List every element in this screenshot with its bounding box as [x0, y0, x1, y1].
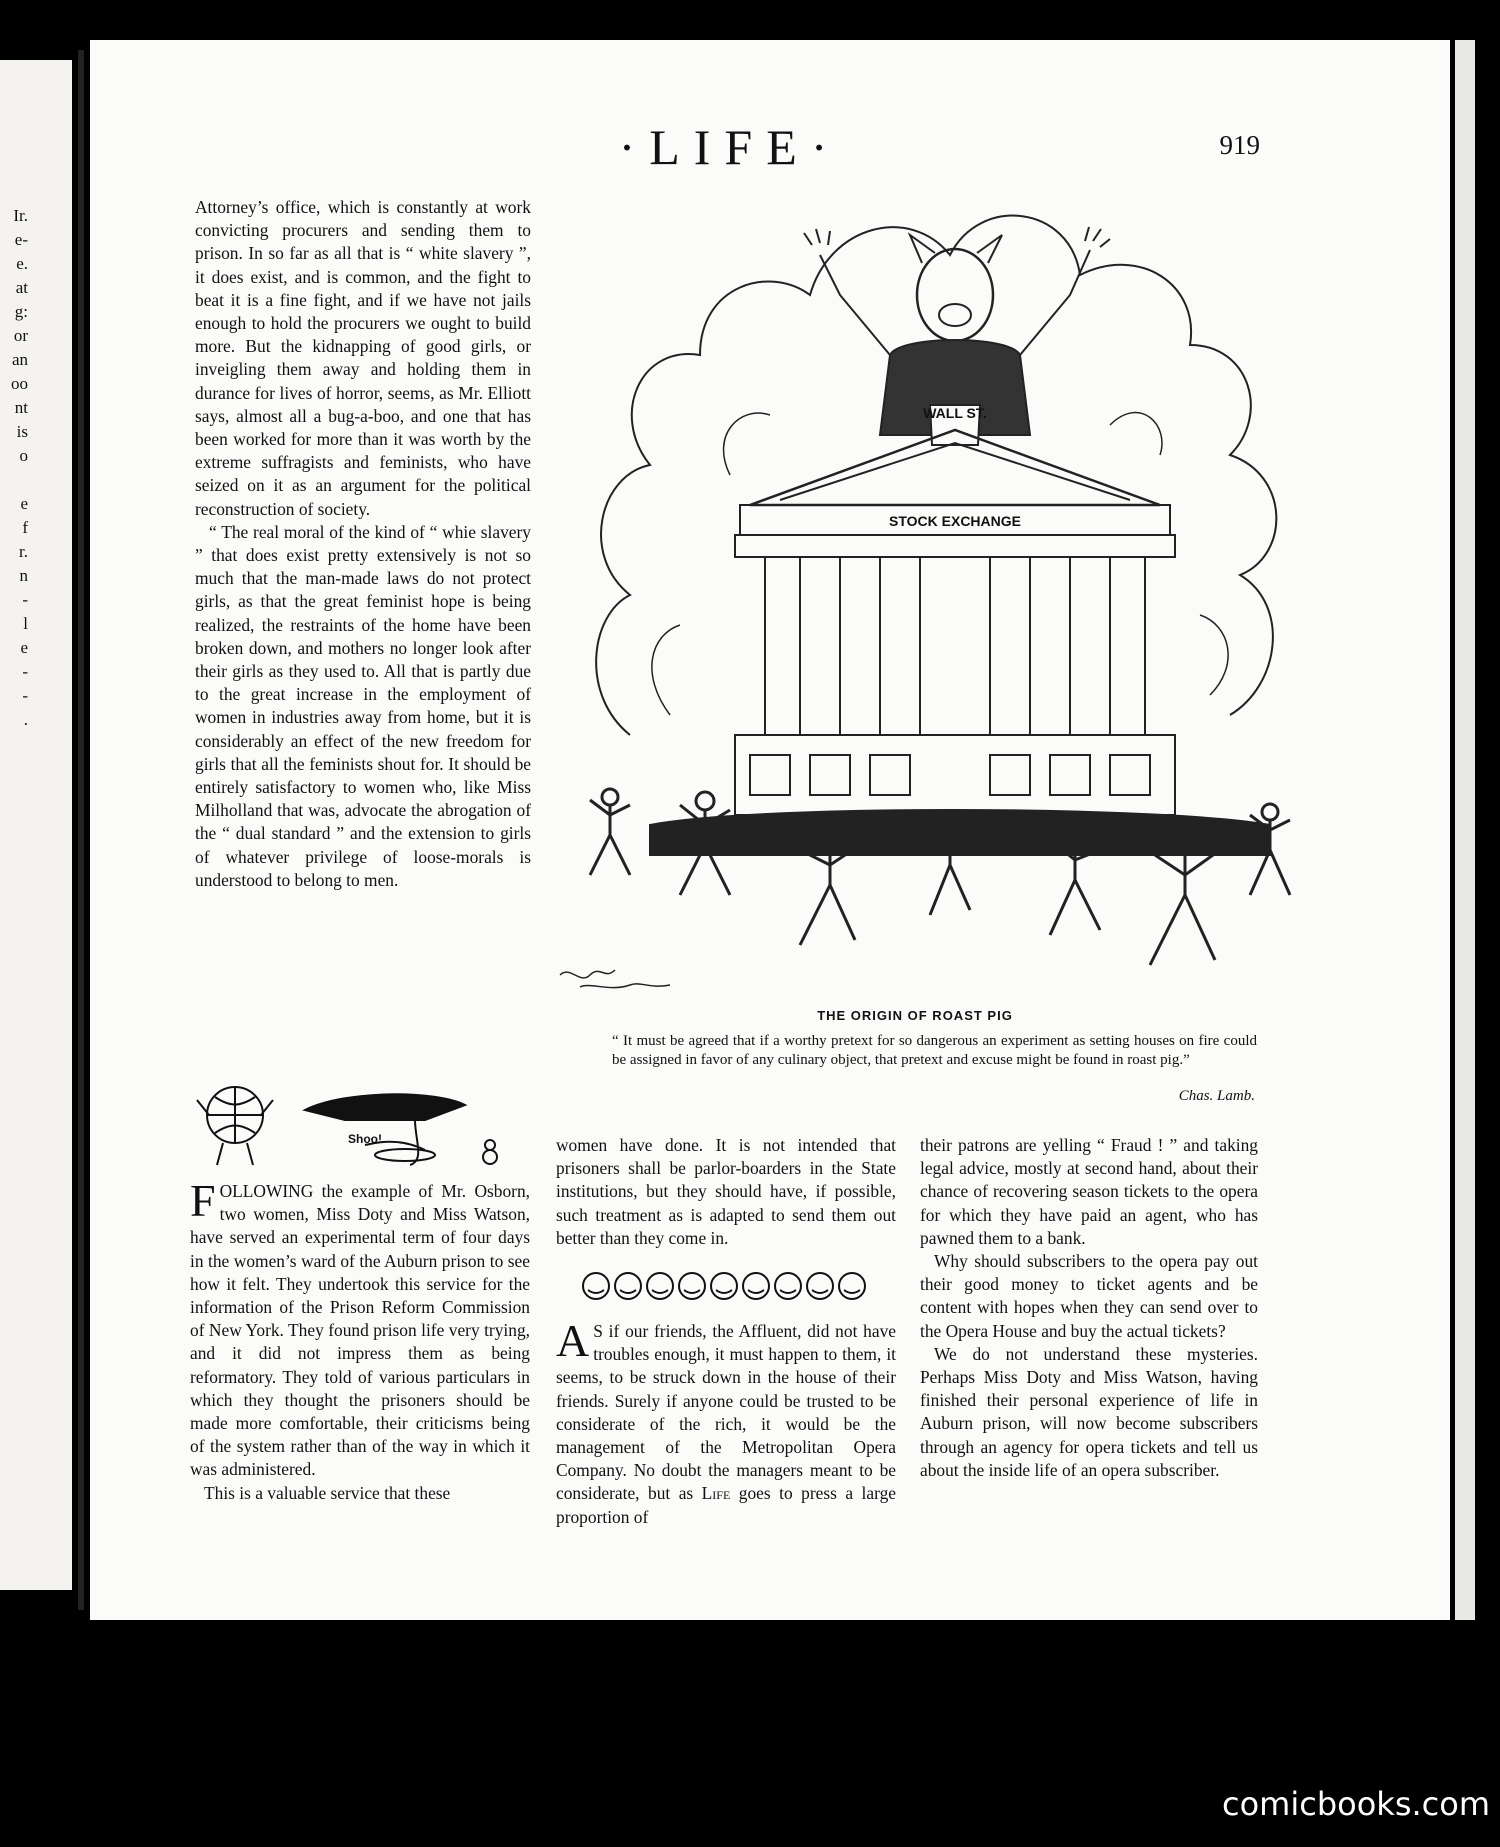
facing-page-fragment: at — [15, 278, 28, 297]
facing-page-fragment: or — [13, 326, 28, 345]
col1-paragraph: “ The real moral of the kind of “ whie slavery ” that does exist pretty extensively is not so much that the man-made laws do not protect girls, as that the great feminist hope is being realized, the restraints of the home have been broken down, and mothers no longer look after their girls as they used to. All that is partly due to the great increase in the employment of women in industries away from home, but it is considerably an effect of the new freedom for girls that all the feminists shout for. It should be entirely satisfactory to women who, like Miss Milholland that was, advocate the abrogation of the “ dual standard ” and the extension to girls of whatever privilege of loose-morals is understood to belong to men. — [195, 521, 531, 890]
affluent-body-1: S if our friends, the Affluent, did not have troubles enough, it must happen to them, it seems, to be struck down in the house of their friends. Surely if anyone could be trusted to be considerate of the rich, it would be the management of the Metropolitan Opera Company. No doubt the managers meant to be considerate, but as — [556, 1321, 896, 1504]
cartoon-illustration — [550, 175, 1330, 995]
following-lead: OLLOWING — [219, 1181, 314, 1201]
facing-page-fragment: n — [19, 566, 28, 585]
facing-page-fragment: - — [22, 662, 28, 681]
facing-page-fragment: - — [22, 590, 28, 609]
following-para2: This is a valuable service that these — [204, 1482, 451, 1503]
dropcap-f: F — [190, 1175, 216, 1226]
wall-st-sign: WALL ST. — [923, 405, 987, 421]
site-watermark: comicbooks.com — [1221, 1785, 1490, 1823]
facing-page-fragment: nt — [14, 398, 28, 417]
stock-exchange-sign: STOCK EXCHANGE — [889, 513, 1021, 529]
column1-top-text — [195, 196, 531, 892]
masthead: ·LIFE· — [618, 119, 842, 175]
col3-paragraph: We do not understand these mysteries. Perhaps Miss Doty and Miss Watson, having finished their personal experience of life in Auburn prison, will now become subscribers through an agency for opera tickets and tell us about the inside life of an opera subscriber. — [920, 1343, 1258, 1480]
cartoon-caption-title: THE ORIGIN OF ROAST PIG — [817, 1008, 1013, 1023]
facing-page-fragment: Ir. — [13, 206, 28, 225]
affluent-body-2: goes to press a large proportion of — [556, 1483, 896, 1527]
facing-page-fragment: o — [19, 446, 28, 465]
facing-page-fragment: g: — [14, 302, 28, 321]
facing-page-text-fragments — [4, 205, 44, 745]
facing-page-fragment: an — [11, 350, 28, 369]
facing-page-fragment: f — [22, 518, 28, 537]
cartoon-caption-author: Chas. Lamb. — [1178, 1088, 1255, 1104]
facing-page-fragment: e. — [16, 254, 28, 273]
column3-text — [920, 1134, 1258, 1482]
ornament-faces — [576, 1256, 876, 1316]
col1-paragraph: Attorney’s office, which is constantly at work convicting procurers and sending them to prison. In so far as all that is “ white slavery ”, it does exist, and is common, and the fight to beat it is a fine fight, and if we have not jails enough to hold the procurers we ought to build more. But the kidnapping of good girls, or inveigling them away and holding them in durance for lives of horror, seems, as Mr. Elliott says, almost all a bug-a-boo, and one that has been worked for more than it was worth by the extreme suffragists and feminists, who have seized on it as an argument for the political reconstruction of society. — [195, 197, 531, 519]
dropcap-a: A — [556, 1315, 590, 1367]
facing-page-fragment: e — [20, 494, 28, 513]
facing-page-fragment: oo — [11, 374, 28, 393]
page-right-edge — [1455, 40, 1475, 1620]
following-body: the example of Mr. Osborn, two women, Miss Doty and Miss Watson, have served an experimental term of four days in the women’s ward of the Auburn prison to see how it felt. They undertook this service for the information of the Prison Reform Commission of New York. They found prison life very trying, and it did not impress them as being reformatory. They told of various particulars in which they thought the prisoners should be made more comfortable, their criticisms being of the system rather than of the way in which it was administered. — [190, 1181, 530, 1480]
facing-page-fragment: e — [20, 638, 28, 657]
facing-page-fragment: . — [23, 710, 28, 729]
column2-text — [556, 1134, 896, 1529]
page-number: 919 — [1219, 130, 1260, 160]
column1-bottom-text — [190, 1175, 530, 1505]
life-smallcaps: Life — [701, 1483, 731, 1504]
col2-continuation: women have done. It is not intended that prisoners shall be parlor-boarders in the State institutions, but they should have, if possible, such treatment as is adapted to send them out better than they come in. — [556, 1135, 896, 1248]
facing-page-fragment: is — [16, 422, 28, 441]
facing-page-fragment: - — [22, 686, 28, 705]
facing-page-fragment: r. — [19, 542, 28, 561]
facing-page-fragment: l — [23, 614, 28, 633]
vignette-illustration — [195, 1075, 525, 1170]
facing-page-fragment: e- — [14, 230, 28, 249]
col3-paragraph: their patrons are yelling “ Fraud ! ” and taking legal advice, mostly at second hand, about their chance of recovering season tickets to the opera for which they have paid an agent, who has pawned them to a bank. — [920, 1135, 1258, 1248]
shoo-speech: Shoo! — [348, 1132, 382, 1146]
book-gutter — [78, 50, 84, 1610]
col3-paragraph: Why should subscribers to the opera pay out their good money to ticket agents and be content with hopes when they can send over to the Opera House and buy the actual tickets? — [920, 1251, 1258, 1341]
cartoon-caption-quote: “ It must be agreed that if a worthy pretext for so dangerous an experiment as setting houses on fire could be assigned in favor of any culinary object, that pretext and excuse might be found in roast pig.” — [612, 1033, 1257, 1068]
